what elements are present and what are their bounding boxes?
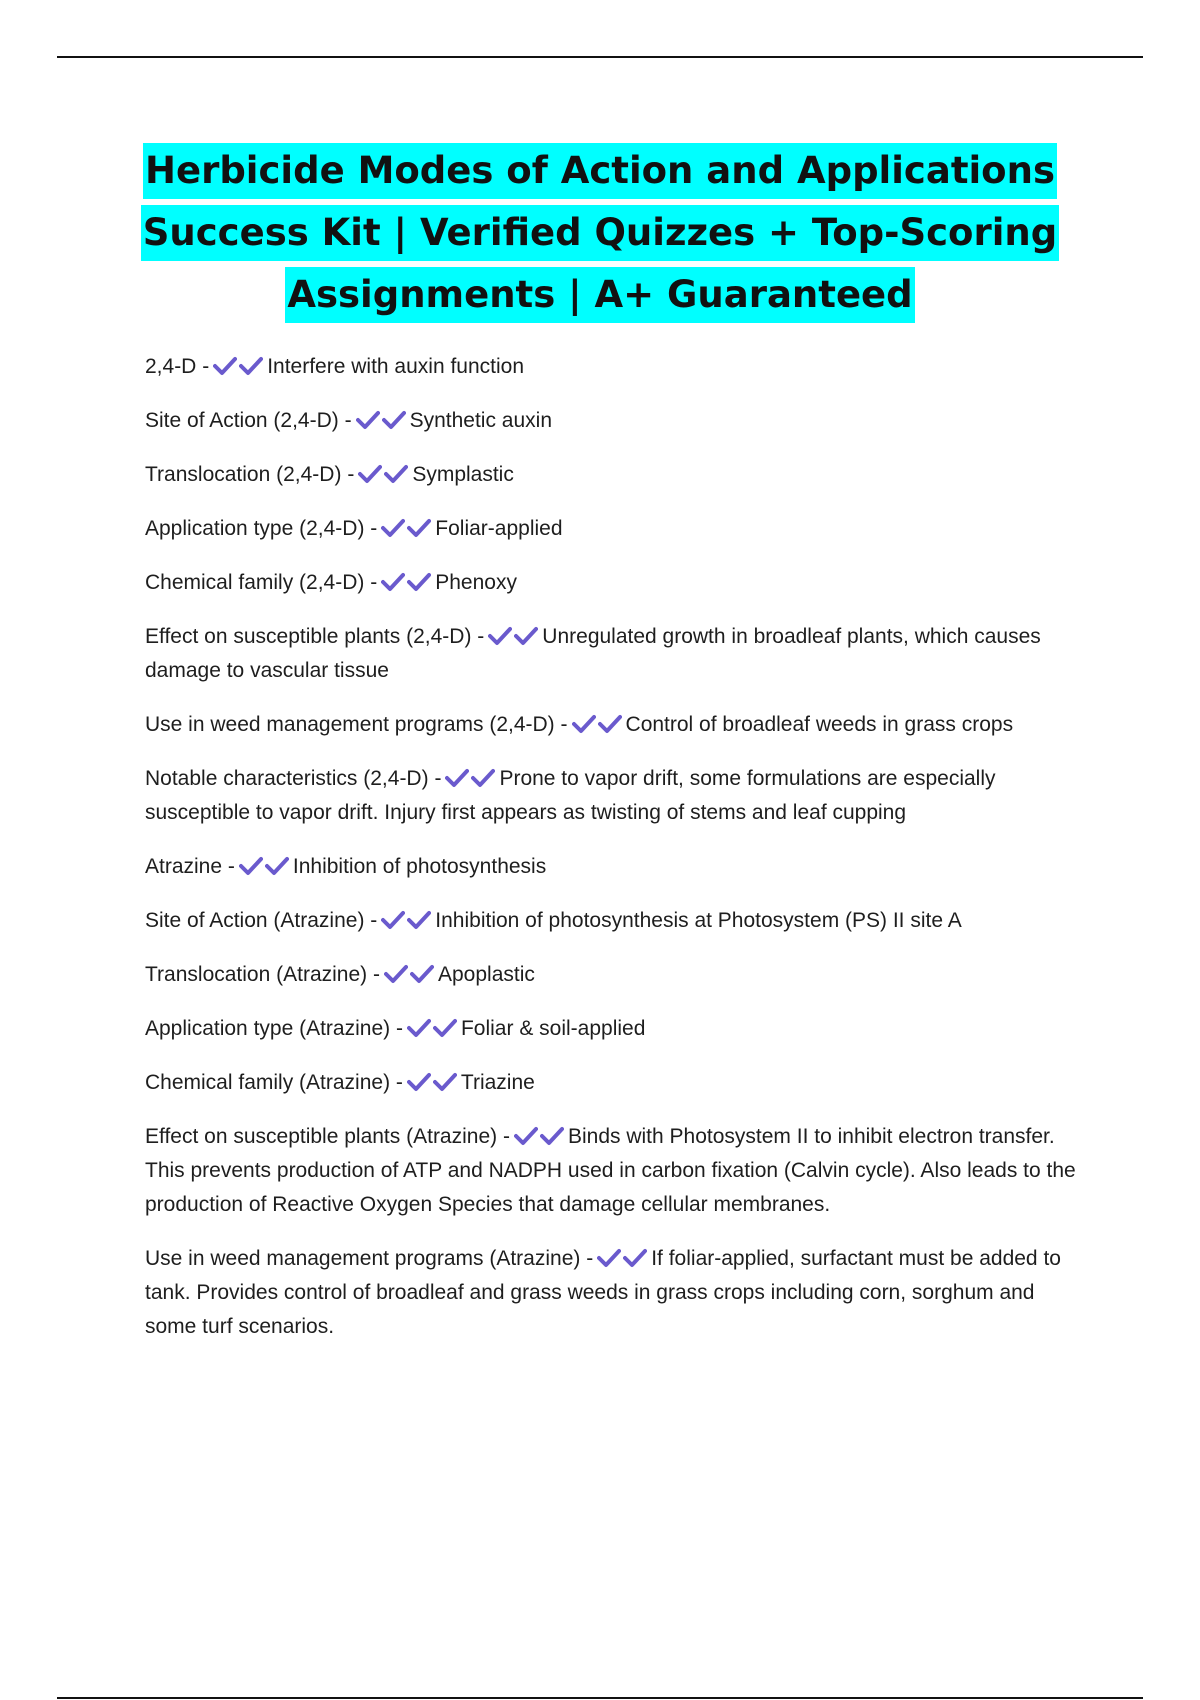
check-pair [445,767,497,790]
checkmark-icon [410,964,436,984]
item-term: Use in weed management programs (2,4-D) [145,713,555,736]
item-separator: - [586,1247,594,1270]
item-answer: Phenoxy [435,571,517,594]
item-term: Chemical family (Atrazine) [145,1071,391,1094]
item-answer: Symplastic [412,463,514,486]
item-term: Site of Action (Atrazine) [145,909,365,932]
title-line-2: Success Kit | Verified Quizzes + Top-Scoring [141,205,1060,261]
checkmark-icon [407,1072,433,1092]
checkmark-icon [598,714,624,734]
item-answer: Triazine [460,1071,535,1094]
check-pair [213,355,265,378]
check-pair [358,463,410,486]
item-term: Effect on susceptible plants (2,4-D) [145,625,472,648]
item-separator: - [395,1017,403,1040]
item-separator: - [227,855,235,878]
bottom-rule [57,1697,1143,1699]
list-item [145,708,1080,742]
check-pair [407,1017,459,1040]
item-term: Translocation (2,4-D) [145,463,342,486]
list-item [145,1120,1080,1222]
checkmark-icon [381,910,407,930]
checkmark-icon [239,856,265,876]
item-term: Site of Action (2,4-D) [145,409,339,432]
check-pair [239,855,291,878]
item-answer: Foliar & soil-applied [460,1017,646,1040]
item-answer: Synthetic auxin [409,409,553,432]
checkmark-icon [381,572,407,592]
list-item [145,1242,1080,1344]
item-answer: If foliar-applied, surfactant must be added to tank. Provides control of broadleaf and grass weeds in grass crops including corn, sorghum and some turf scenarios. [145,1247,1061,1338]
checkmark-icon [433,1018,459,1038]
item-separator: - [502,1125,510,1148]
item-term: Use in weed management programs (Atrazine) [145,1247,581,1270]
check-pair [384,963,436,986]
checkmark-icon [381,518,407,538]
list-item [145,850,1080,884]
item-answer: Foliar-applied [435,517,563,540]
checkmark-icon [514,1126,540,1146]
item-term: Application type (2,4-D) [145,517,365,540]
checkmark-icon [433,1072,459,1092]
item-separator: - [477,625,485,648]
item-separator: - [347,463,355,486]
page-title [0,140,1200,326]
checkmark-icon [356,410,382,430]
checkmark-icon [407,1018,433,1038]
check-pair [381,909,433,932]
checkmark-icon [358,464,384,484]
item-term: Effect on susceptible plants (Atrazine) [145,1125,498,1148]
checkmark-icon [445,768,471,788]
item-separator: - [370,571,378,594]
checkmark-icon [514,626,540,646]
checkmark-icon [597,1248,623,1268]
title-line-3: Assignments | A+ Guaranteed [285,267,914,323]
item-term: Atrazine [145,855,223,878]
qa-list [145,350,1080,1364]
item-separator: - [344,409,352,432]
check-pair [514,1125,566,1148]
item-separator: - [372,963,380,986]
list-item [145,458,1080,492]
item-term: Application type (Atrazine) [145,1017,391,1040]
item-answer: Inhibition of photosynthesis [292,855,547,878]
checkmark-icon [407,572,433,592]
check-pair [407,1071,459,1094]
item-answer: Control of broadleaf weeds in grass crops [625,713,1014,736]
checkmark-icon [382,410,408,430]
checkmark-icon [572,714,598,734]
list-item [145,512,1080,546]
checkmark-icon [265,856,291,876]
check-pair [356,409,408,432]
item-separator: - [370,517,378,540]
list-item [145,1012,1080,1046]
check-pair [488,625,540,648]
check-pair [381,571,433,594]
list-item [145,404,1080,438]
list-item [145,762,1080,830]
item-answer: Interfere with auxin function [267,355,525,378]
list-item [145,350,1080,384]
item-term: Notable characteristics (2,4-D) [145,767,429,790]
item-answer: Inhibition of photosynthesis at Photosystem (PS) II site A [435,909,962,932]
checkmark-icon [488,626,514,646]
checkmark-icon [239,356,265,376]
checkmark-icon [471,768,497,788]
title-line-1: Herbicide Modes of Action and Applications [143,143,1057,199]
check-pair [381,517,433,540]
item-answer: Unregulated growth in broadleaf plants, which causes damage to vascular tissue [145,625,1041,682]
item-answer: Prone to vapor drift, some formulations are especially susceptible to vapor drift. Injury first appears as twisting of stems and leaf cupping [145,767,996,824]
item-answer: Apoplastic [437,963,535,986]
item-term: Translocation (Atrazine) [145,963,368,986]
item-separator: - [202,355,210,378]
item-separator: - [434,767,442,790]
check-pair [597,1247,649,1270]
list-item [145,904,1080,938]
checkmark-icon [407,518,433,538]
check-pair [572,713,624,736]
checkmark-icon [213,356,239,376]
item-separator: - [370,909,378,932]
list-item [145,1066,1080,1100]
item-term: Chemical family (2,4-D) [145,571,365,594]
item-term: 2,4-D [145,355,197,378]
checkmark-icon [540,1126,566,1146]
checkmark-icon [384,964,410,984]
list-item [145,566,1080,600]
item-separator: - [395,1071,403,1094]
checkmark-icon [623,1248,649,1268]
top-rule [57,56,1143,58]
checkmark-icon [407,910,433,930]
list-item [145,958,1080,992]
list-item [145,620,1080,688]
item-answer: Binds with Photosystem II to inhibit electron transfer. This prevents production of ATP and NADPH used in carbon fixation (Calvin cycle). Also leads to the production of Reactive Oxygen Species that damage cellular membranes. [145,1125,1076,1216]
item-separator: - [560,713,568,736]
checkmark-icon [384,464,410,484]
